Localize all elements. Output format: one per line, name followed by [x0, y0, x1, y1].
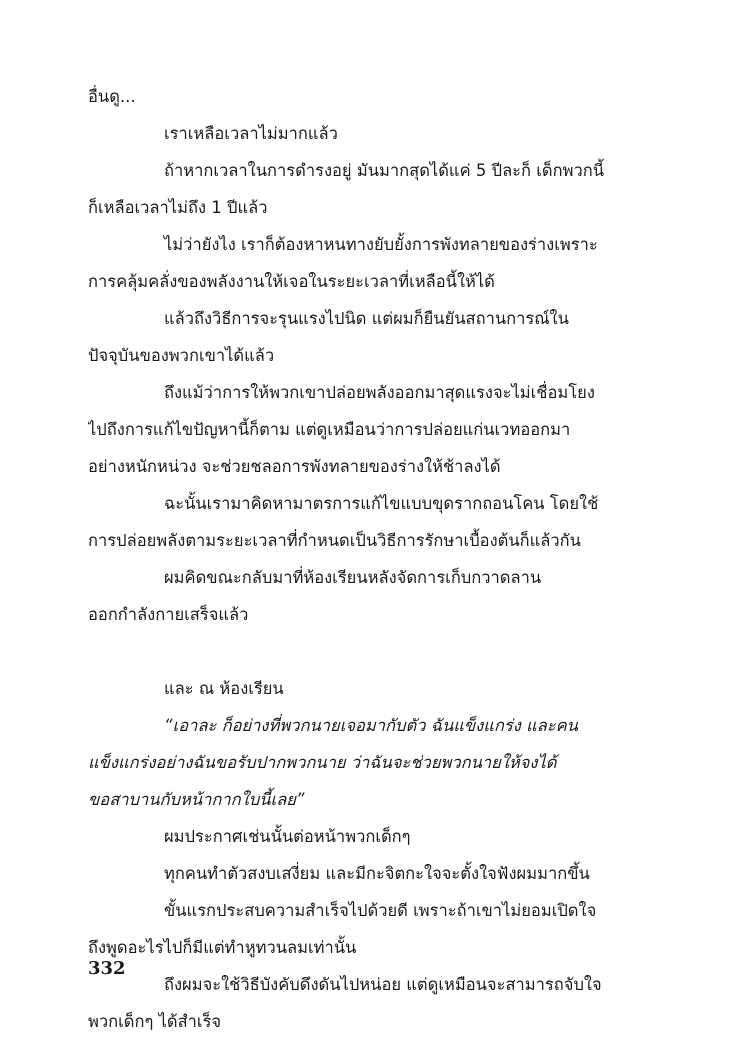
text-line: ผมคิดขณะกลับมาที่ห้องเรียนหลังจัดการเก็บกวาดลาน [164, 568, 542, 587]
text-line: ถึงแม้ว่าการให้พวกเขาปล่อยพลังออกมาสุดแรงจะไม่เชื่อมโยง [164, 383, 595, 402]
text-line: ทุกคนทำตัวสงบเสงี่ยม และมีกะจิตกะใจจะตั้งใจฟังผมมากขึ้น [164, 864, 590, 883]
text-line: พวกเด็กๆ ได้สำเร็จ [88, 1012, 222, 1031]
text-line: ฉะนั้นเรามาคิดหามาตรการแก้ไขแบบขุดรากถอนโคน โดยใช้ [164, 494, 599, 513]
text-line: ก็เหลือเวลาไม่ถึง 1 ปีแล้ว [88, 198, 268, 217]
text-line: อื่นดู... [88, 87, 136, 106]
text-line: ไปถึงการแก้ไขปัญหานี้ก็ตาม แต่ดูเหมือนว่าการปล่อยแก่นเวทออกมา [88, 420, 571, 439]
dialogue-line: แข็งแกร่งอย่างฉันขอรับปากพวกนาย ว่าฉันจะช่วยพวกนายให้จงได้ [88, 753, 557, 772]
text-line: และ ณ ห้องเรียน [164, 679, 284, 698]
page-number: 332 [88, 958, 126, 979]
text-line: แล้วถึงวิธีการจะรุนแรงไปนิด แต่ผมก็ยืนยันสถานการณ์ใน [164, 309, 569, 328]
text-line: เราเหลือเวลาไม่มากแล้ว [164, 124, 338, 143]
text-line: ถ้าหากเวลาในการดำรงอยู่ มันมากสุดได้แค่ 5 ปีละก็ เด็กพวกนี้ [164, 161, 605, 180]
text-line: ขั้นแรกประสบความสำเร็จไปด้วยดี เพราะถ้าเขาไม่ยอมเปิดใจ [164, 901, 597, 920]
text-line: อย่างหนักหน่วง จะช่วยชลอการพังทลายของร่างให้ช้าลงได้ [88, 457, 501, 476]
text-line: ถึงผมจะใช้วิธีบังคับดึงดันไปหน่อย แต่ดูเหมือนจะสามารถจับใจ [164, 975, 602, 994]
text-line: ออกกำลังกายเสร็จแล้ว [88, 605, 249, 624]
dialogue-line: “เอาละ ก็อย่างที่พวกนายเจอมากับตัว ฉันแข็งแกร่ง และคน [164, 716, 578, 735]
body-text [88, 78, 653, 1040]
text-line: ถึงพูดอะไรไปก็มีแต่ทำหูทวนลมเท่านั้น [88, 938, 357, 957]
text-line: การคลุ้มคลั่งของพลังงานให้เจอในระยะเวลาที่เหลือนี้ให้ได้ [88, 272, 495, 291]
text-line: ไม่ว่ายังไง เราก็ต้องหาหนทางยับยั้งการพังทลายของร่างเพราะ [164, 235, 598, 254]
text-line: ปัจจุบันของพวกเขาได้แล้ว [88, 346, 275, 365]
text-line: การปล่อยพลังตามระยะเวลาที่กำหนดเป็นวิธีการรักษาเบื้องต้นก็แล้วกัน [88, 531, 581, 550]
blank-line [88, 633, 653, 670]
text-line: ผมประกาศเช่นนั้นต่อหน้าพวกเด็กๆ [164, 827, 411, 846]
dialogue-line: ขอสาบานกับหน้ากากใบนี้เลย” [88, 790, 305, 809]
